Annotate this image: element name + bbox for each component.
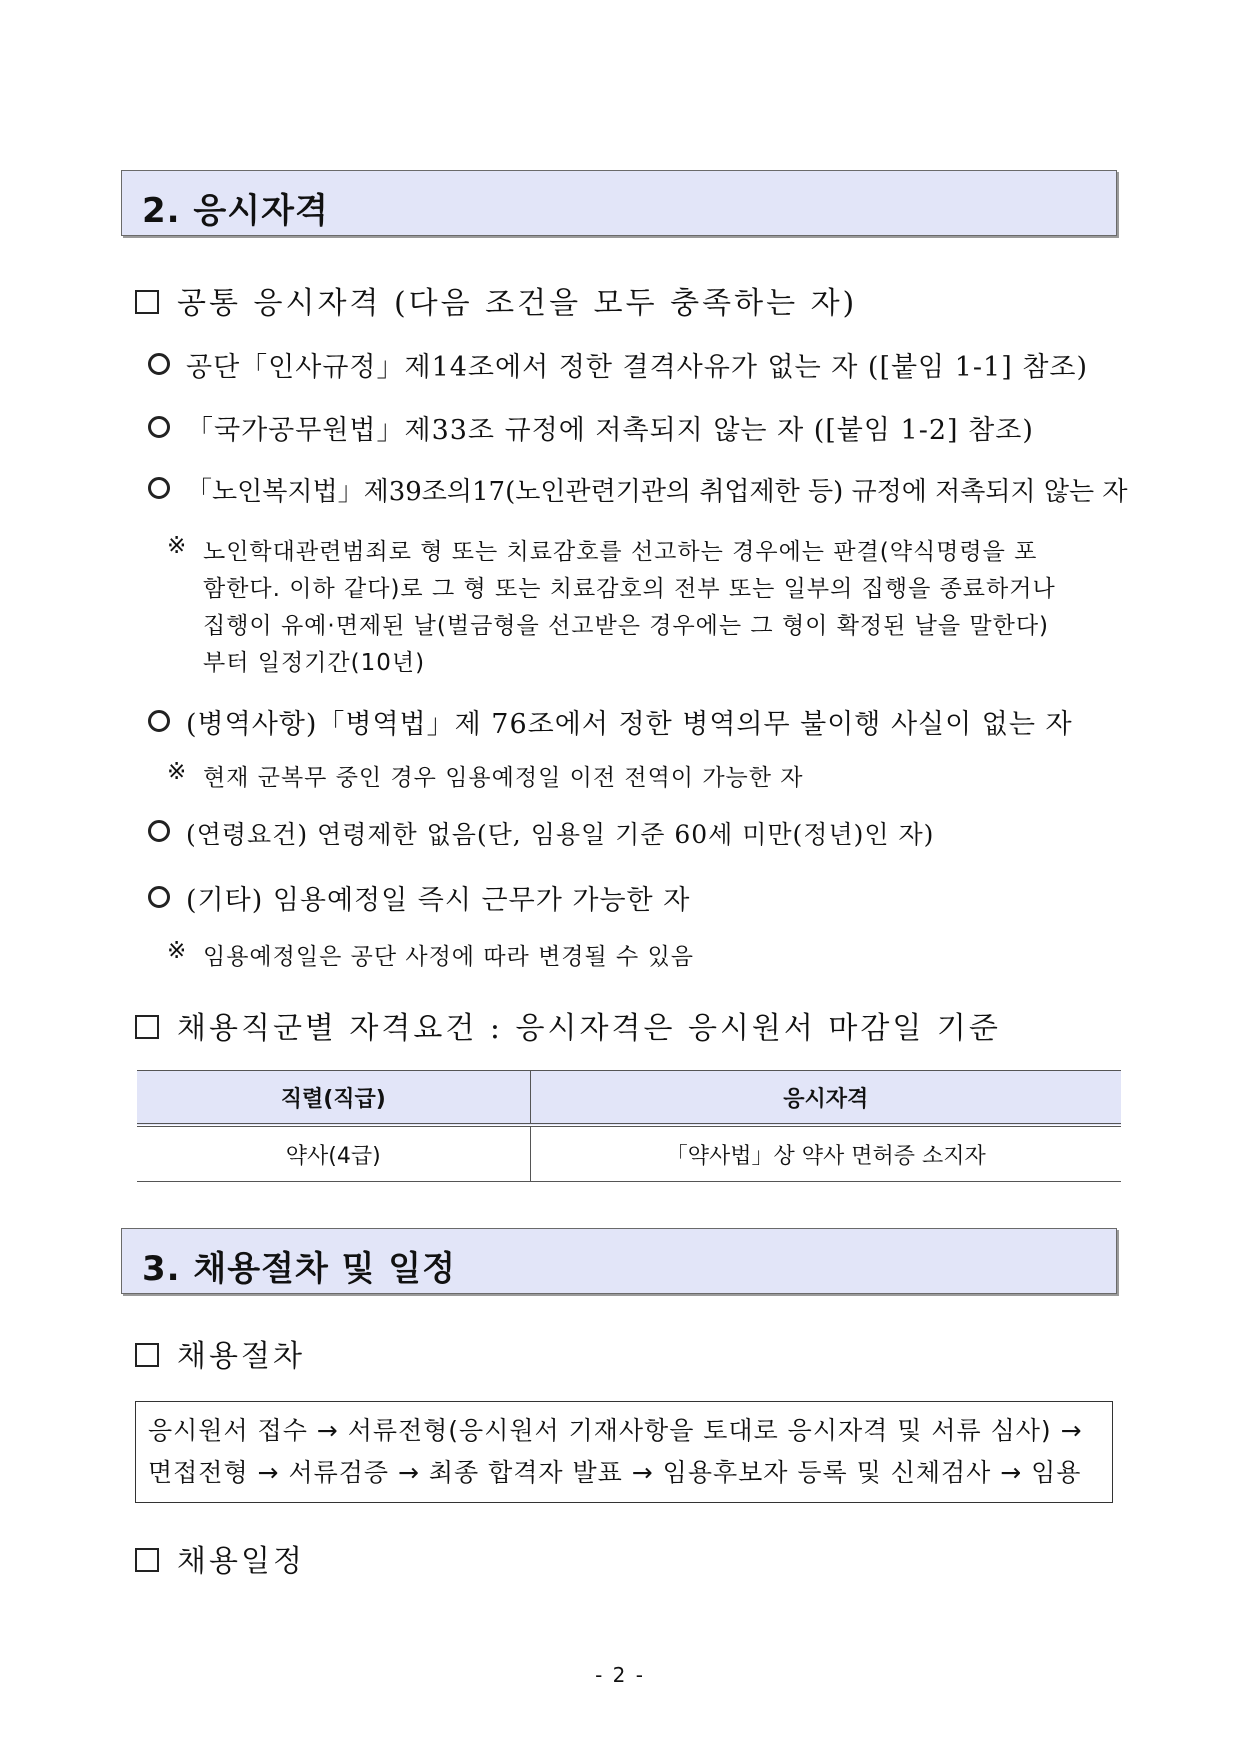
circle-bullet-icon — [148, 820, 170, 842]
circle-bullet-icon — [148, 477, 170, 499]
table-header-cell: 직렬(직급) — [137, 1071, 530, 1126]
qualification-item: 공단「인사규정」제14조에서 정한 결격사유가 없는 자 ([붙임 1-1] 참조) — [148, 345, 1088, 384]
table-row — [137, 1125, 1121, 1182]
table-header-cell: 응시자격 — [530, 1071, 1121, 1126]
qualification-item: 「노인복지법」제39조의17(노인관련기관의 취업제한 등) 규정에 저촉되지 않는 자 — [148, 471, 1128, 508]
note-line: 부터 일정기간(10년) — [203, 650, 426, 676]
checkbox-square-icon — [135, 1548, 159, 1572]
common-qualification-heading: 공통 응시자격 (다음 조건을 모두 충족하는 자) — [135, 278, 857, 322]
note-line: 집행이 유예·면제된 날(벌금형을 선고받은 경우에는 그 형이 확정된 날을 말한다) — [203, 613, 1050, 639]
procedure-heading: 채용절차 — [135, 1331, 305, 1375]
note-mark: ※ — [167, 533, 188, 559]
section-3-header — [121, 1228, 1117, 1294]
note-line: 함한다. 이하 같다)로 그 형 또는 치료감호의 전부 또는 일부의 집행을 종료하거나 — [203, 576, 1056, 602]
circle-bullet-icon — [148, 886, 170, 908]
flow-line: 면접전형 → 서류검증 → 최종 합격자 발표 → 임용후보자 등록 및 신체검사 → 임용 — [148, 1458, 1082, 1487]
section-2-title: 2. 응시자격 — [142, 191, 329, 231]
note-mark: ※ — [167, 938, 188, 964]
qualification-item: (병역사항)「병역법」제 76조에서 정한 병역의무 불이행 사실이 없는 자 — [148, 702, 1073, 741]
section-2-header — [121, 170, 1117, 236]
qualification-item: 「국가공무원법」제33조 규정에 저촉되지 않는 자 ([붙임 1-2] 참조) — [148, 408, 1034, 447]
note-mark: ※ — [167, 759, 188, 785]
job-qualification-heading: 채용직군별 자격요건 : 응시자격은 응시원서 마감일 기준 — [135, 1003, 1001, 1047]
checkbox-square-icon — [135, 1343, 159, 1367]
note-line: 현재 군복무 중인 경우 임용예정일 이전 전역이 가능한 자 — [203, 765, 804, 791]
note-line: 임용예정일은 공단 사정에 따라 변경될 수 있음 — [203, 944, 695, 970]
circle-bullet-icon — [148, 353, 170, 375]
page-number: - 2 - — [595, 1663, 645, 1687]
table-header-row — [137, 1071, 1121, 1126]
circle-bullet-icon — [148, 710, 170, 732]
flow-line: 응시원서 접수 → 서류전형(응시원서 기재사항을 토대로 응시자격 및 서류 심사) → — [148, 1416, 1083, 1445]
section-3-title: 3. 채용절차 및 일정 — [142, 1249, 456, 1289]
table-cell: 「약사법」상 약사 면허증 소지자 — [530, 1125, 1121, 1182]
checkbox-square-icon — [135, 1015, 159, 1039]
schedule-heading: 채용일정 — [135, 1536, 305, 1580]
qualification-item: (기타) 임용예정일 즉시 근무가 가능한 자 — [148, 878, 690, 917]
checkbox-square-icon — [135, 290, 159, 314]
note-line: 노인학대관련범죄로 형 또는 치료감호를 선고하는 경우에는 판결(약식명령을 포 — [203, 539, 1038, 565]
qualification-item: (연령요건) 연령제한 없음(단, 임용일 기준 60세 미만(정년)인 자) — [148, 815, 934, 851]
procedure-flow-box — [135, 1401, 1113, 1503]
circle-bullet-icon — [148, 416, 170, 438]
qualification-table — [137, 1070, 1121, 1182]
table-cell: 약사(4급) — [137, 1125, 530, 1182]
